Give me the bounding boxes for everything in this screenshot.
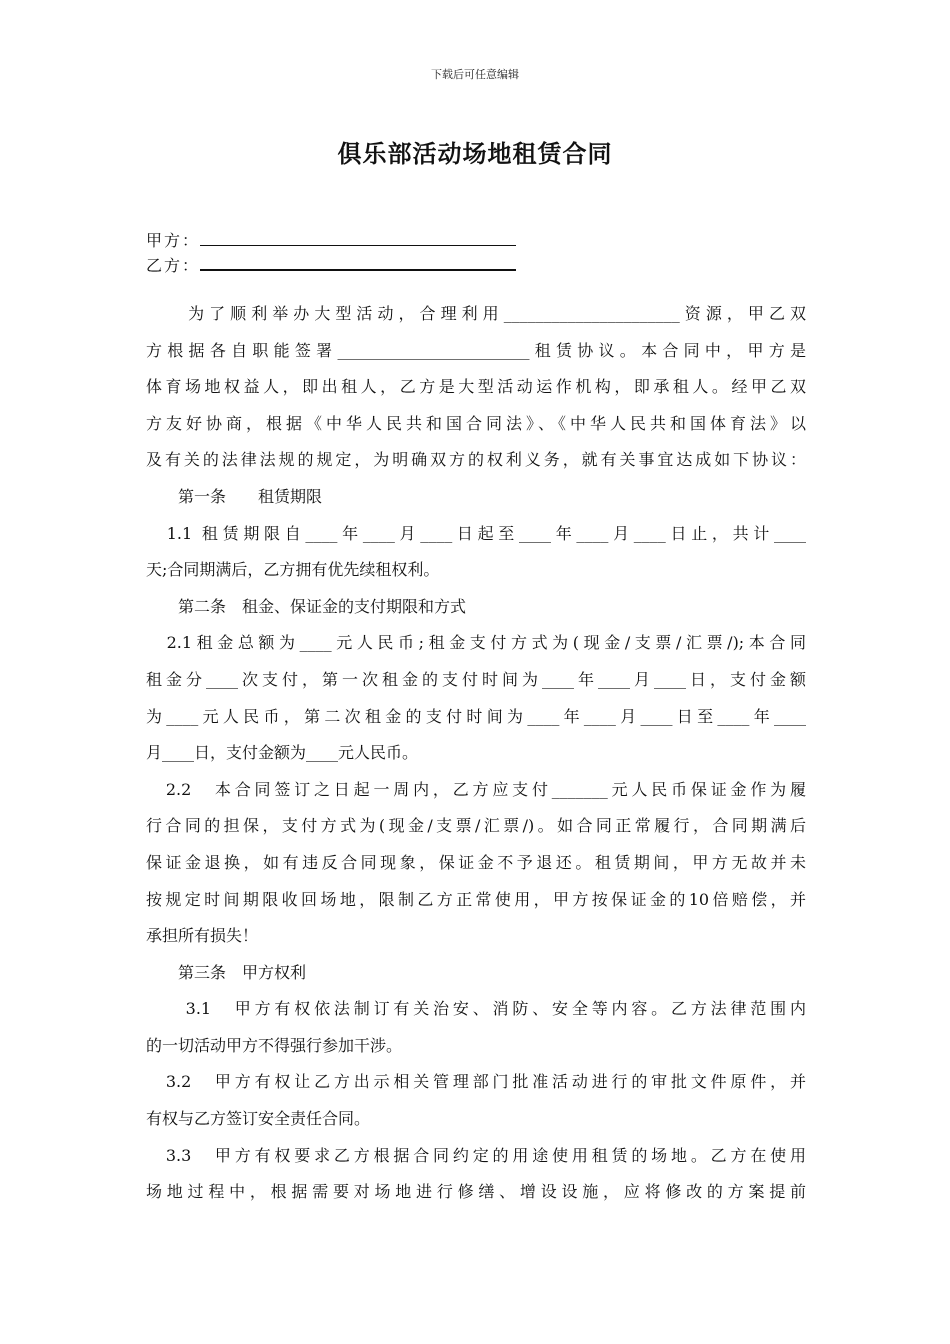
body-line: 3.1 甲方有权依法制订有关治安、消防、安全等内容。乙方法律范围内 bbox=[146, 999, 806, 1019]
party-b-label: 乙方： bbox=[146, 256, 201, 275]
body-line: 的一切活动甲方不得强行参加干涉。 bbox=[146, 1035, 403, 1055]
body-line: 方根据各自职能签署________________________租赁协议。本合同中，甲方是 bbox=[146, 340, 806, 360]
body-line: 第一条 租赁期限 bbox=[146, 486, 323, 506]
contract-body bbox=[146, 296, 806, 1211]
body-line: 租金分____次支付，第一次租金的支付时间为____年____月____日，支付金额 bbox=[146, 669, 806, 689]
body-line: 2.1租金总额为____元人民币;租金支付方式为(现金/支票/汇票/);本合同 bbox=[146, 633, 806, 653]
body-line: 2.2 本合同签订之日起一周内，乙方应支付_______元人民币保证金作为履 bbox=[146, 779, 806, 799]
body-line: 有权与乙方签订安全责任合同。 bbox=[146, 1109, 371, 1129]
party-a-blank bbox=[200, 233, 516, 246]
body-line: 承担所有损失！ bbox=[146, 926, 259, 946]
body-line: 为____元人民币，第二次租金的支付时间为____年____月____日至____年____ bbox=[146, 706, 806, 726]
body-line: 体育场地权益人，即出租人，乙方是大型活动运作机构，即承租人。经甲乙双 bbox=[146, 377, 806, 397]
body-line: 3.3 甲方有权要求乙方根据合同约定的用途使用租赁的场地。乙方在使用 bbox=[146, 1145, 806, 1165]
body-line: 为了顺利举办大型活动，合理利用______________________资源，甲乙双 bbox=[146, 304, 806, 323]
header-note: 下载后可任意编辑 bbox=[431, 68, 519, 81]
body-line: 第二条 租金、保证金的支付期限和方式 bbox=[146, 596, 467, 616]
body-line: 行合同的担保，支付方式为(现金/支票/汇票/)。如合同正常履行，合同期满后 bbox=[146, 816, 806, 836]
party-a-label: 甲方： bbox=[146, 231, 201, 250]
body-line: 方友好协商，根据《中华人民共和国合同法》、《中华人民共和国体育法》以 bbox=[146, 413, 806, 433]
party-a-line bbox=[146, 228, 516, 251]
body-line: 场地过程中，根据需要对场地进行修缮、增设设施，应将修改的方案提前 bbox=[146, 1182, 806, 1202]
body-line: 保证金退换，如有违反合同现象，保证金不予退还。租赁期间，甲方无故并未 bbox=[146, 852, 806, 872]
body-line: 天;合同期满后，乙方拥有优先续租权利。 bbox=[146, 560, 440, 580]
body-line: 月____日，支付金额为____元人民币。 bbox=[146, 743, 419, 763]
body-line: 第三条 甲方权利 bbox=[146, 962, 307, 982]
body-line: 3.2 甲方有权让乙方出示相关管理部门批准活动进行的审批文件原件，并 bbox=[146, 1072, 806, 1092]
party-b-blank bbox=[200, 257, 516, 271]
document-title: 俱乐部活动场地租赁合同 bbox=[337, 140, 613, 168]
party-b-line bbox=[146, 253, 516, 276]
body-line: 及有关的法律法规的规定，为明确双方的权利义务，就有关事宜达成如下协议： bbox=[146, 450, 806, 470]
body-line: 1.1 租赁期限自____年____月____日起至____年____月____日止，共计____ bbox=[146, 523, 806, 543]
body-line: 按规定时间期限收回场地，限制乙方正常使用，甲方按保证金的10倍赔偿，并 bbox=[146, 889, 806, 909]
